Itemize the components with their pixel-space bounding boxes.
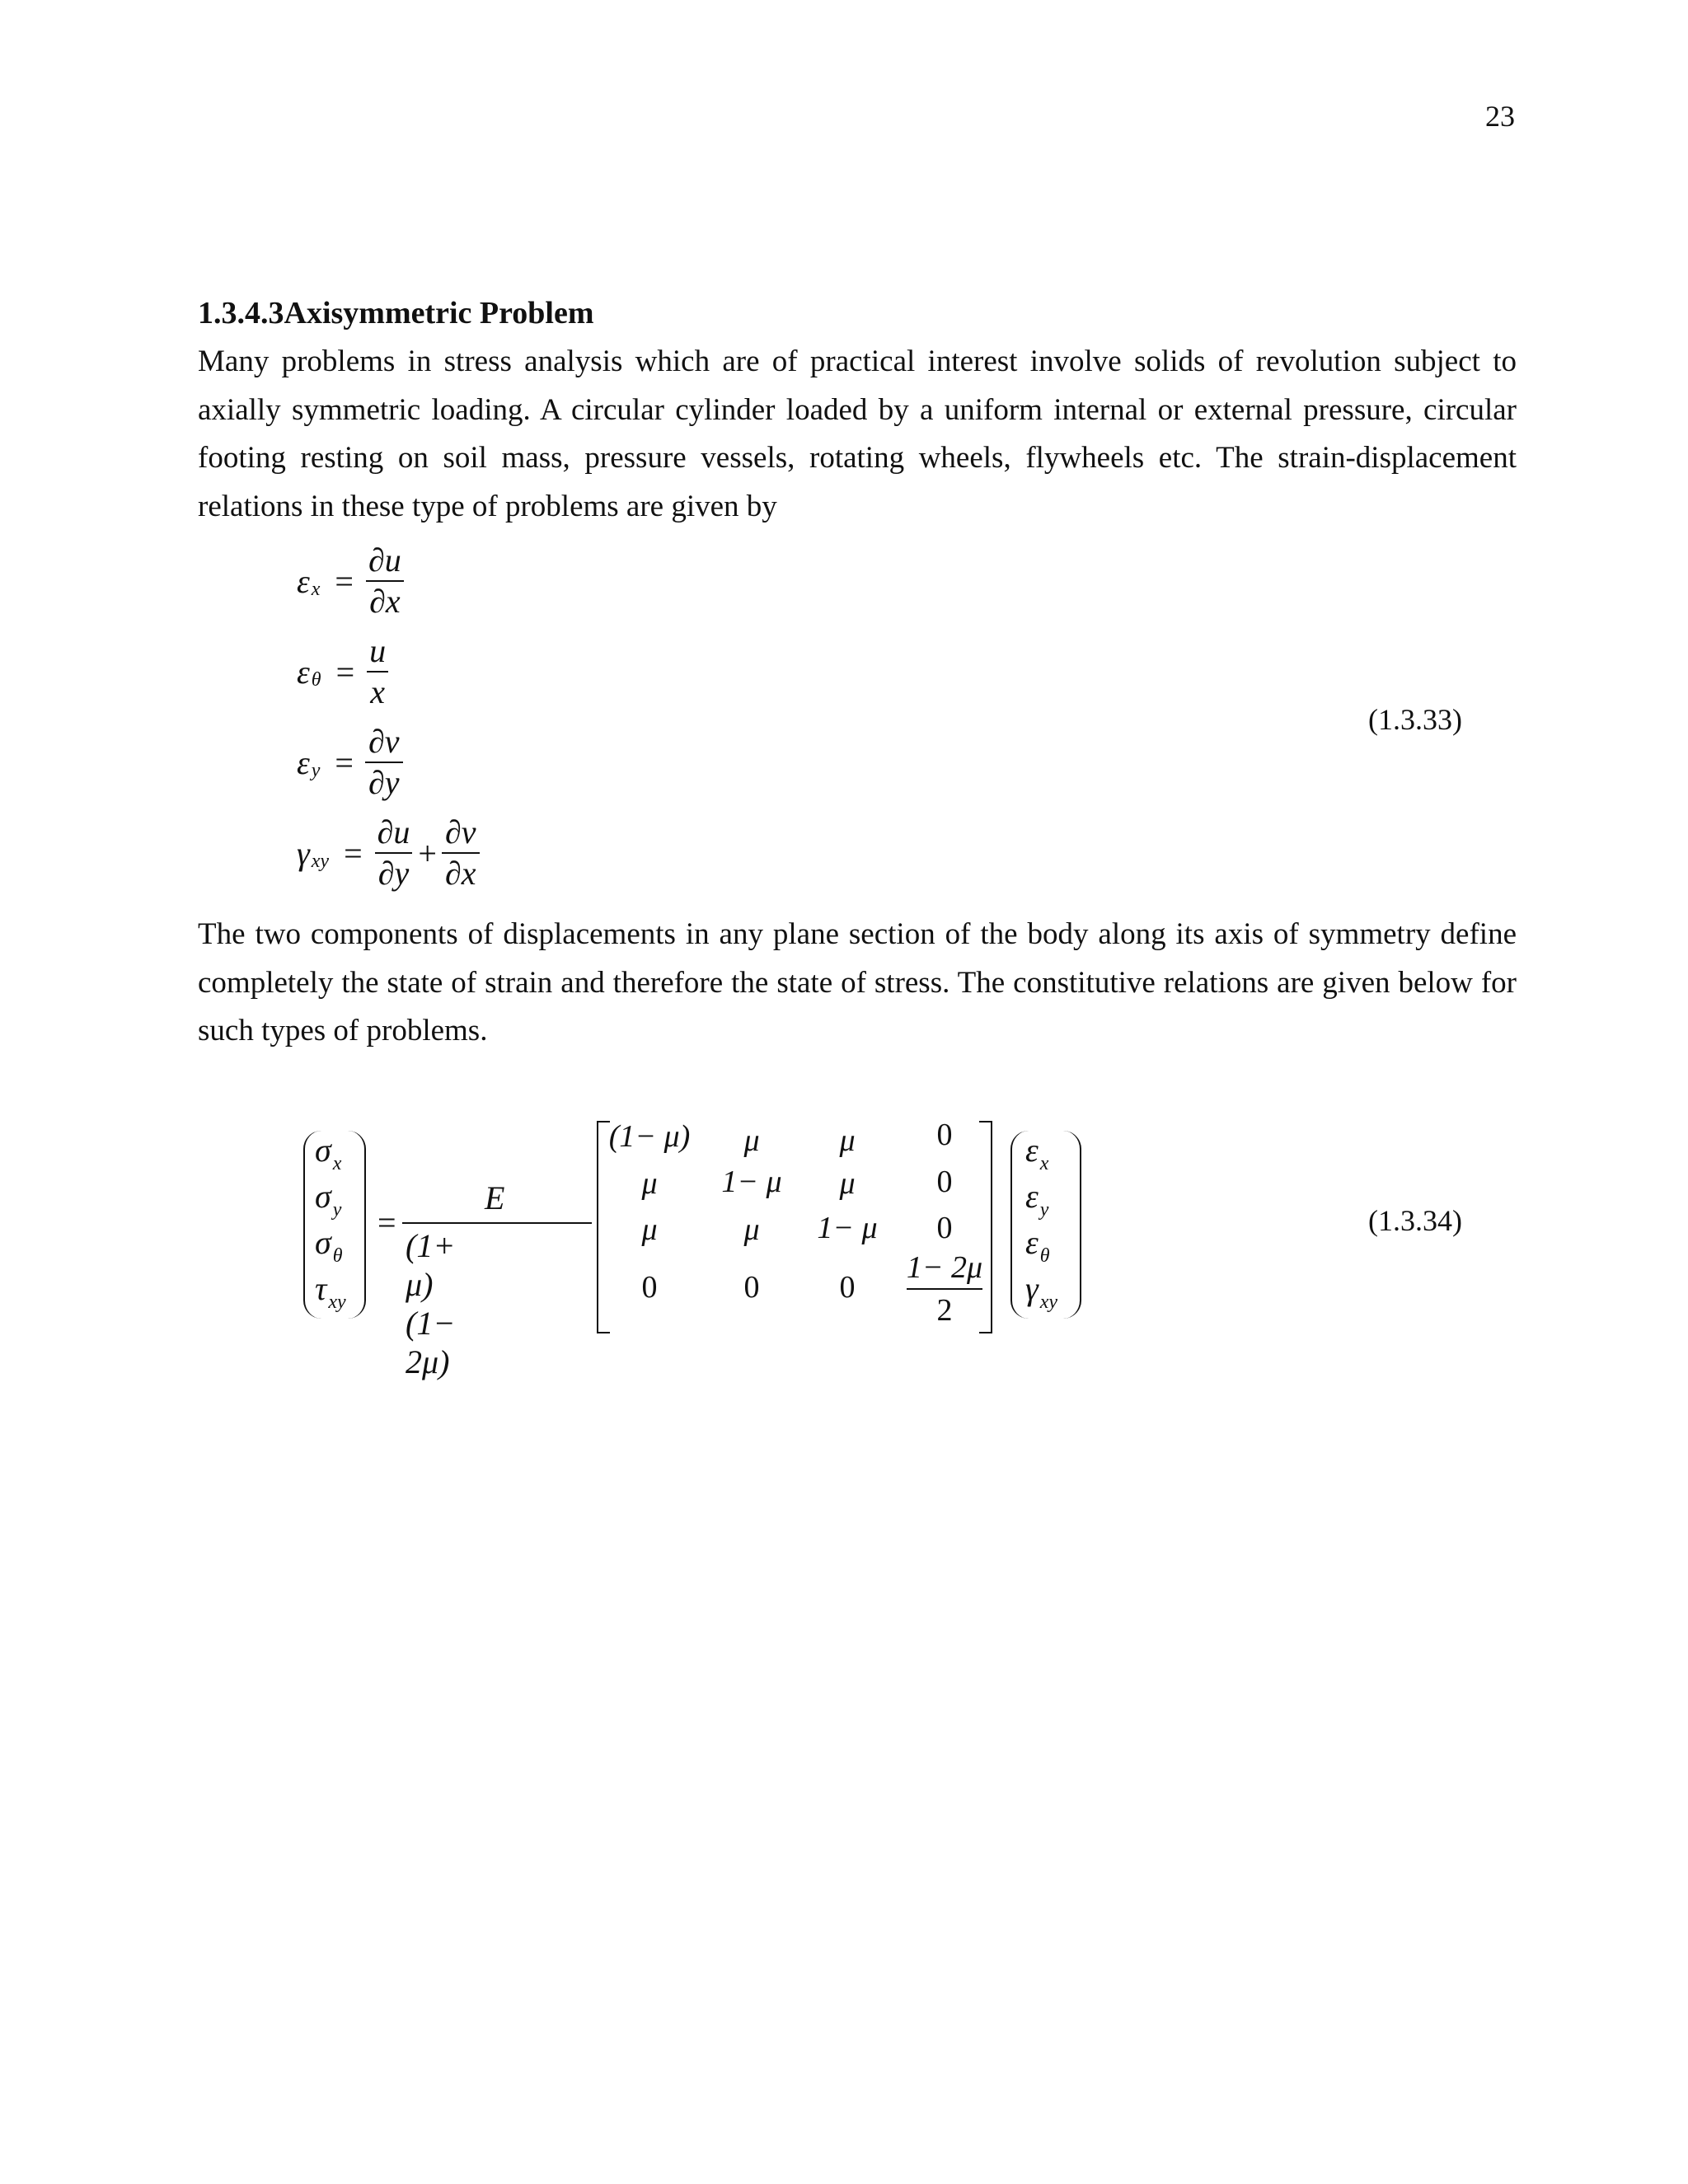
matrix-cell: 1− μ <box>721 1165 782 1199</box>
stress-sigma-theta: $\sigma_\theta$ <box>315 1224 343 1267</box>
coef-denominator: (1+ μ)(1− 2μ) <box>406 1227 456 1380</box>
matrix-cell: μ <box>839 1123 856 1158</box>
subscript: y <box>311 759 321 781</box>
equation-number-1-3-34: (1.3.34) <box>1368 1204 1462 1237</box>
matrix-cell: μ <box>839 1166 856 1201</box>
epsilon-symbol: ε <box>297 653 310 691</box>
equals-sign: = <box>344 834 363 872</box>
page-number: 23 <box>1485 100 1515 133</box>
matrix-cell: 0 <box>936 1118 953 1152</box>
denominator: x <box>367 671 388 709</box>
plus-sign: + <box>418 834 437 872</box>
matrix-cell: 1− μ <box>817 1211 878 1245</box>
eq-strain-theta <box>297 632 392 710</box>
equation-number-1-3-33: (1.3.33) <box>1368 703 1462 736</box>
section-heading: 1.3.4.3Axisymmetric Problem <box>198 296 594 330</box>
matrix-cell: μ <box>641 1212 658 1247</box>
fraction <box>365 725 403 799</box>
fraction-bar <box>402 1222 592 1224</box>
matrix-cell: 0 <box>936 1211 953 1245</box>
strain-epsilon-theta: $\varepsilon_\theta$ <box>1025 1224 1050 1267</box>
gamma-symbol: γ <box>297 834 310 872</box>
stress-sigma-x: $\sigma_x$ <box>315 1132 342 1174</box>
equals-sign: = <box>335 653 355 691</box>
subscript: xy <box>311 850 330 872</box>
equals-sign: = <box>335 562 354 600</box>
numerator: ∂u <box>377 813 410 851</box>
numerator: ∂u <box>368 541 401 579</box>
fraction <box>365 541 405 620</box>
fraction <box>374 813 414 892</box>
denominator: ∂x <box>366 580 404 618</box>
denominator: ∂x <box>442 852 480 890</box>
denominator: ∂y <box>375 852 413 890</box>
strain-epsilon-y: $\varepsilon_y$ <box>1025 1178 1049 1221</box>
eq-strain-y <box>297 725 406 799</box>
strain-epsilon-x: $\varepsilon_x$ <box>1025 1132 1049 1174</box>
strain-gamma-xy: $\gamma_{xy}$ <box>1025 1270 1058 1313</box>
matrix-cell: μ <box>743 1123 760 1158</box>
matrix-cell: 0 <box>743 1270 760 1305</box>
epsilon-symbol: ε <box>297 562 310 600</box>
equals-sign: = <box>377 1204 396 1241</box>
numerator: ∂v <box>368 723 400 760</box>
coef-numerator: E <box>485 1179 505 1216</box>
matrix-cell: μ <box>641 1166 658 1201</box>
matrix-cell: 0 <box>641 1270 658 1305</box>
fraction <box>366 632 389 710</box>
equals-sign: = <box>335 743 354 781</box>
matrix-cell-fraction: $\frac{1- 2\mu}{2}$ <box>906 1250 983 1328</box>
matrix-cell: μ <box>743 1212 760 1247</box>
eq-shear-strain <box>297 813 483 892</box>
subscript: x <box>311 578 321 600</box>
subscript: θ <box>311 668 321 691</box>
matrix-cell: 0 <box>839 1270 856 1305</box>
numerator: u <box>369 632 387 669</box>
constitutive-paragraph: The two components of displacements in any plane section of the body along its axis of symmetry define completely the state of strain and therefore the state of stress. The constitutive relations are given below for such types of problems. <box>198 917 1517 1047</box>
matrix-cell: (1− μ) <box>608 1119 691 1154</box>
epsilon-symbol: ε <box>297 743 310 781</box>
fraction <box>442 813 480 892</box>
denominator: ∂y <box>365 762 403 799</box>
intro-paragraph: Many problems in stress analysis which are of practical interest involve solids of revolution subject to axially symmetric loading. A circular cylinder loaded by a uniform internal or external pressure, circular footing resting on soil mass, pressure vessels, rotating wheels, flywheels etc. The strain-displacement relations in these type of problems are given by <box>198 344 1517 523</box>
eq-strain-x <box>297 541 408 620</box>
stress-sigma-y: $\sigma_y$ <box>315 1178 342 1221</box>
stress-tau-xy: $\tau_{xy}$ <box>315 1270 346 1313</box>
matrix-cell: 0 <box>936 1165 953 1199</box>
numerator: ∂v <box>444 813 476 851</box>
